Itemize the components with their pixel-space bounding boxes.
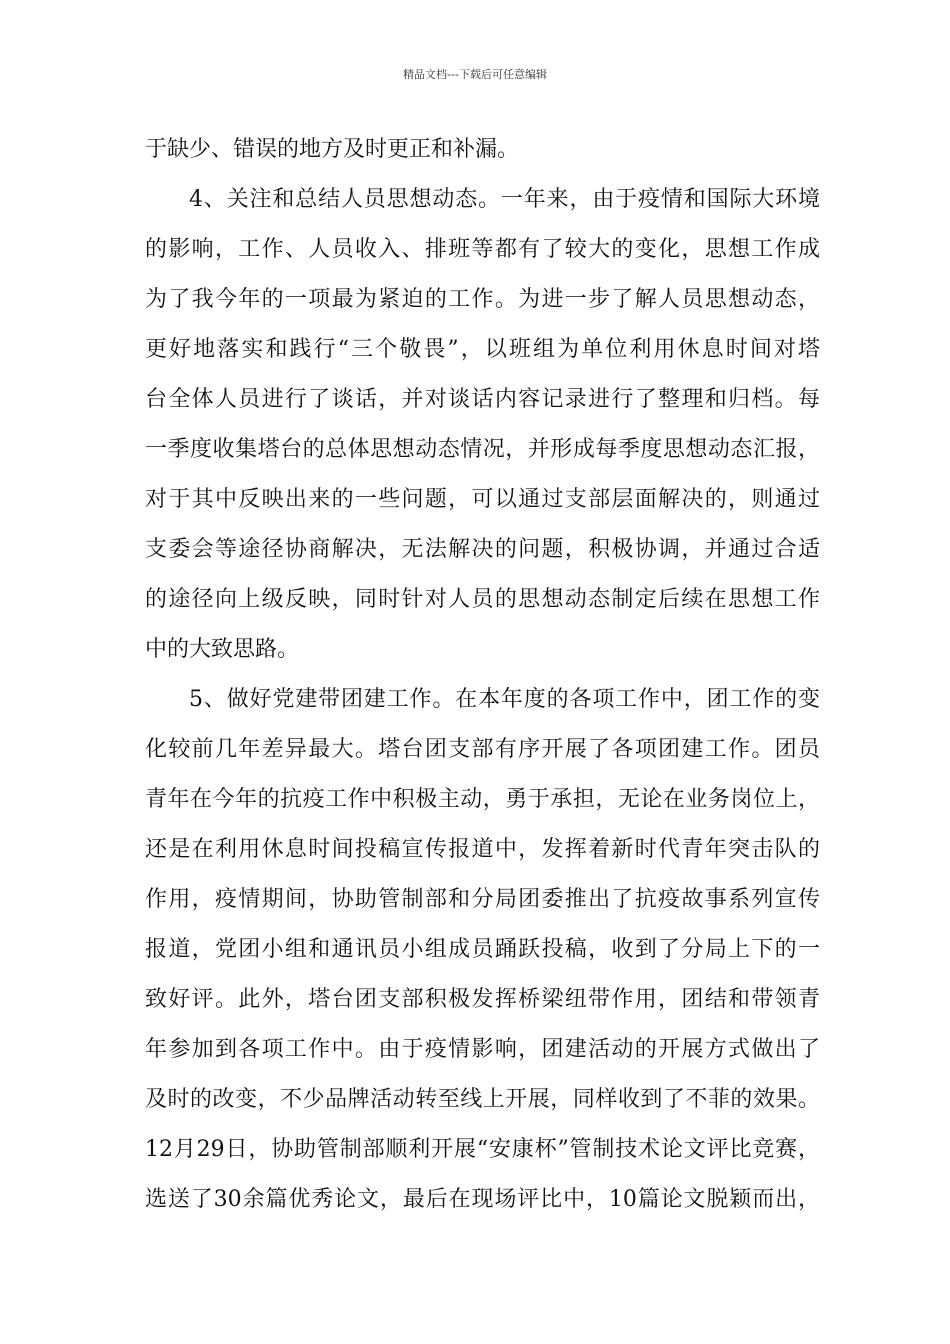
text-line: 年参加到各项工作中。由于疫情影响，团建活动的开展方式做出了 [145, 1037, 820, 1062]
text-line: 报道，党团小组和通讯员小组成员踊跃投稿，收到了分局上下的一 [145, 937, 820, 962]
text-line: 支委会等途径协商解决，无法解决的问题，积极协调，并通过合适 [145, 537, 820, 562]
page-header: 精品文档---下载后可任意编辑 [403, 68, 547, 81]
text-line: 12月29日，协助管制部顺利开展“安康杯”管制技术论文评比竞赛， [145, 1137, 820, 1162]
text-line: 青年在今年的抗疫工作中积极主动，勇于承担，无论在业务岗位上， [145, 787, 820, 812]
paragraph-5-start: 5、做好党建带团建工作。在本年度的各项工作中，团工作的变 [189, 687, 820, 712]
text-line: 化较前几年差异最大。塔台团支部有序开展了各项团建工作。团员 [145, 737, 820, 762]
text-line: 的途径向上级反映，同时针对人员的思想动态制定后续在思想工作 [145, 587, 820, 612]
text-line: 选送了30余篇优秀论文，最后在现场评比中，10篇论文脱颖而出， [145, 1187, 820, 1212]
text-line: 的影响，工作、人员收入、排班等都有了较大的变化，思想工作成 [145, 237, 820, 262]
text-line: 更好地落实和践行“三个敬畏”，以班组为单位利用休息时间对塔 [145, 337, 820, 362]
paragraph-4-start: 4、关注和总结人员思想动态。一年来，由于疫情和国际大环境 [189, 187, 820, 212]
document-body [145, 125, 820, 1225]
text-line: 中的大致思路。 [145, 637, 300, 662]
text-line: 还是在利用休息时间投稿宣传报道中，发挥着新时代青年突击队的 [145, 837, 820, 862]
text-line: 对于其中反映出来的一些问题，可以通过支部层面解决的，则通过 [145, 487, 820, 512]
text-line: 一季度收集塔台的总体思想动态情况，并形成每季度思想动态汇报， [145, 437, 820, 462]
text-line: 于缺少、错误的地方及时更正和补漏。 [145, 137, 520, 162]
text-line: 作用，疫情期间，协助管制部和分局团委推出了抗疫故事系列宣传 [145, 887, 820, 912]
text-line: 及时的改变，不少品牌活动转至线上开展，同样收到了不菲的效果。 [145, 1087, 820, 1112]
text-line: 为了我今年的一项最为紧迫的工作。为进一步了解人员思想动态， [145, 287, 820, 312]
text-line: 台全体人员进行了谈话，并对谈话内容记录进行了整理和归档。每 [145, 387, 820, 412]
text-line: 致好评。此外，塔台团支部积极发挥桥梁纽带作用，团结和带领青 [145, 987, 820, 1012]
